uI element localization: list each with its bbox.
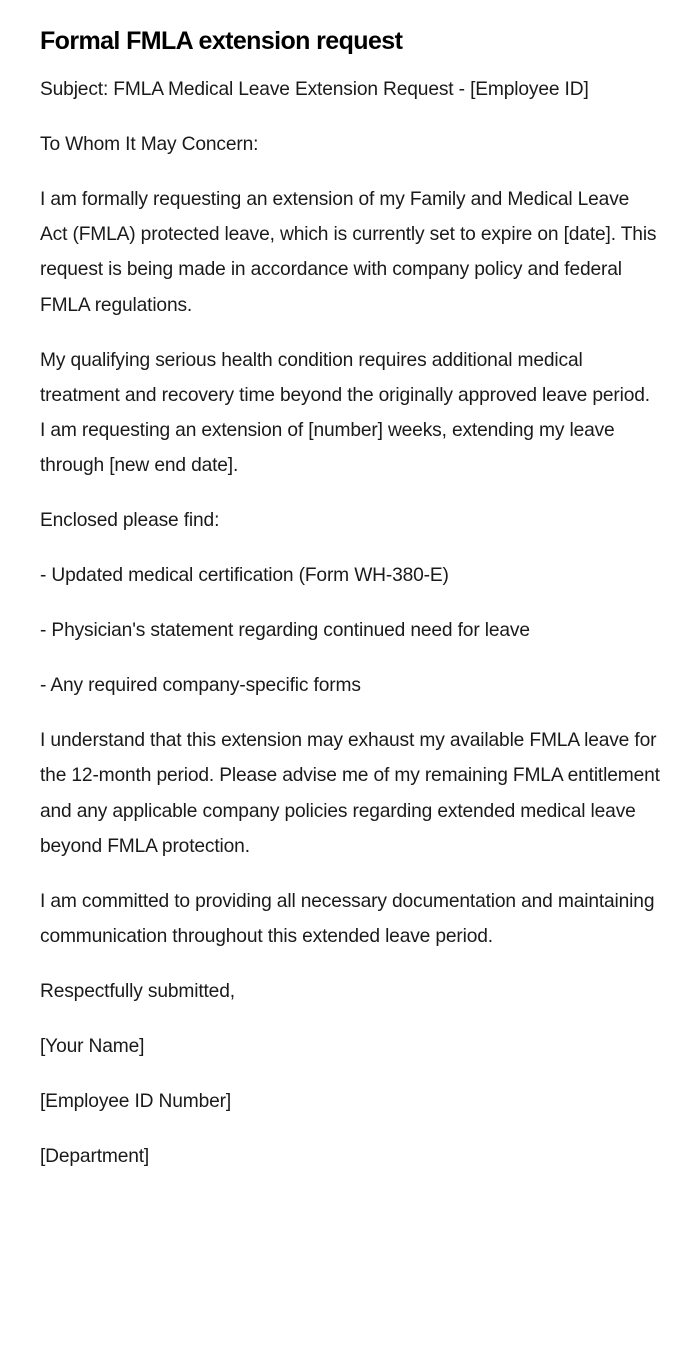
body-paragraph: I am committed to providing all necessary documentation and maintaining communication throughout this extended leave period. <box>40 890 655 948</box>
salutation: To Whom It May Concern: <box>40 134 259 155</box>
body-paragraph: I understand that this extension may exhaust my available FMLA leave for the 12-month period. Please advise me of my remaining FMLA entitlement and any applicable company policies regarding extended medical leave beyond FMLA protection. <box>40 730 660 857</box>
document-title: Formal FMLA extension request <box>40 27 403 55</box>
signature-department: [Department] <box>40 1146 150 1168</box>
enclosure-item: - Updated medical certification (Form WH-380-E) <box>40 565 449 587</box>
closing: Respectfully submitted, <box>40 981 235 1003</box>
signature-employee-id: [Employee ID Number] <box>40 1091 232 1113</box>
enclosures-intro: Enclosed please find: <box>40 510 220 532</box>
subject-line: Subject: FMLA Medical Leave Extension Request - [Employee ID] <box>40 79 589 100</box>
body-paragraph: My qualifying serious health condition requires additional medical treatment and recovery time beyond the originally approved leave period. I am requesting an extension of [number] weeks, extending my leave through [new end date]. <box>40 349 650 477</box>
signature-name: [Your Name] <box>40 1036 145 1058</box>
enclosure-item: - Physician's statement regarding continued need for leave <box>40 620 530 642</box>
body-paragraph: I am formally requesting an extension of my Family and Medical Leave Act (FMLA) protected leave, which is currently set to expire on [date]. This request is being made in accordance with company policy and federal FMLA regulations. <box>40 189 657 316</box>
enclosure-item: - Any required company-specific forms <box>40 675 361 697</box>
